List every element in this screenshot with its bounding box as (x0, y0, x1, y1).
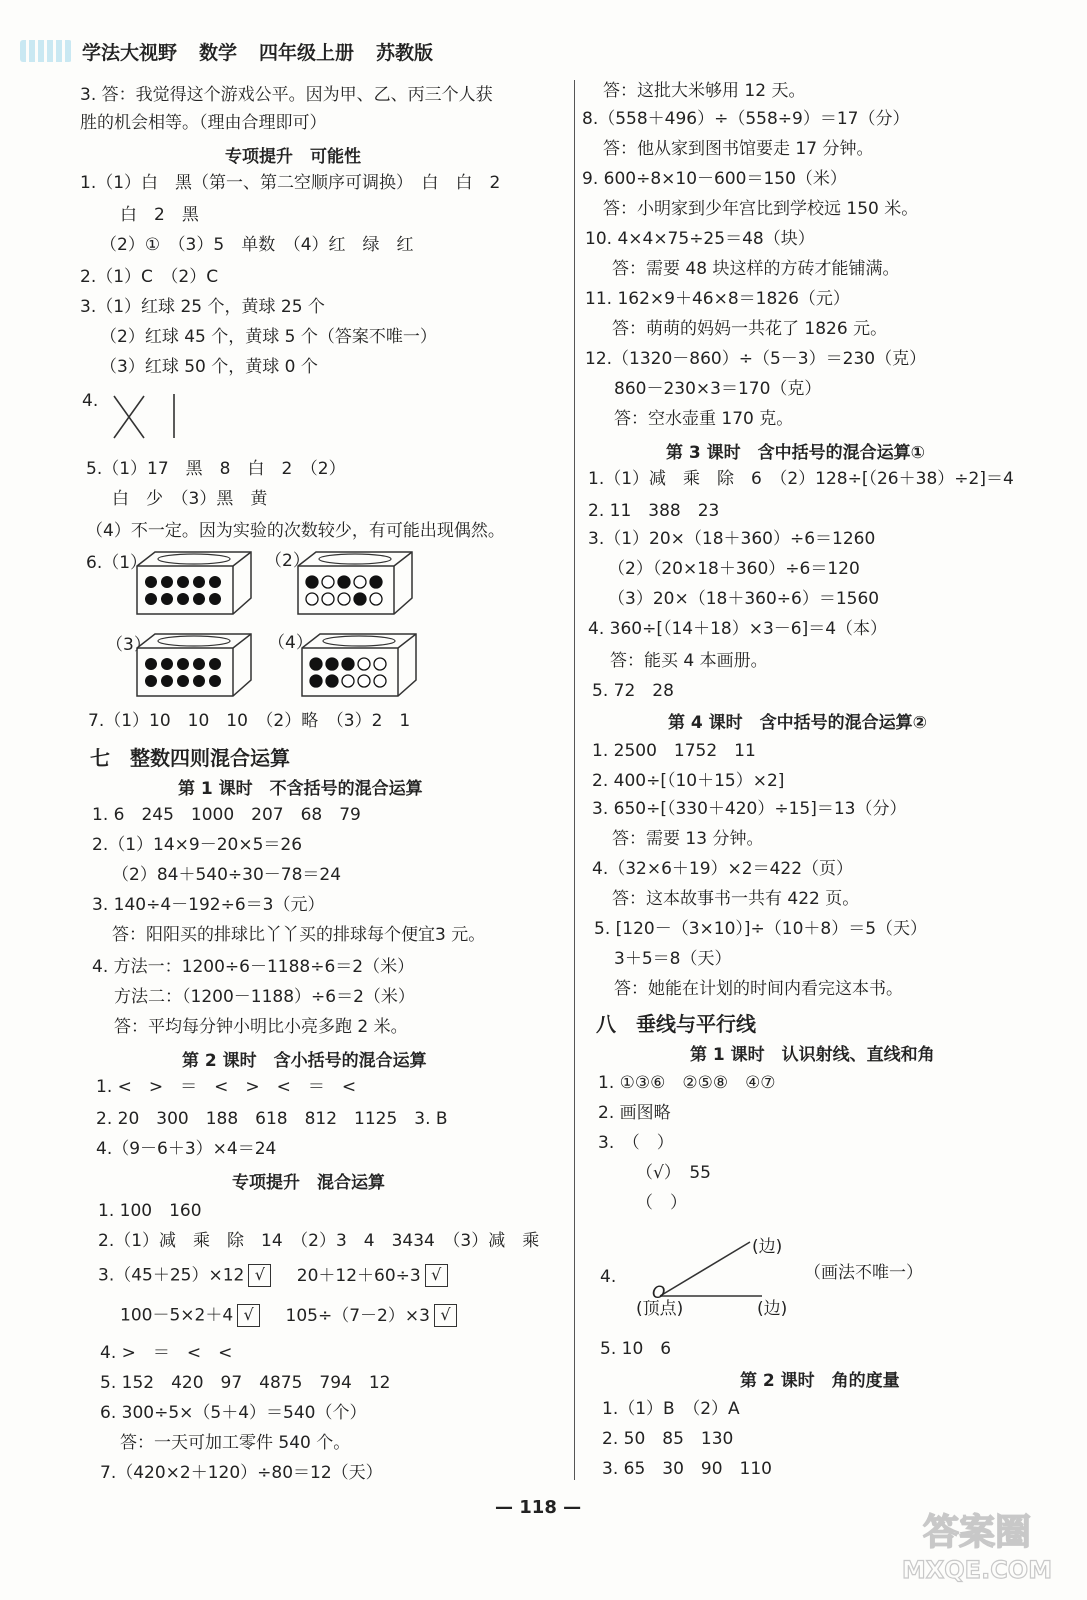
answer-line: 860－230×3＝170（克） (614, 379, 822, 399)
ball-box-3 (135, 628, 255, 700)
watermark-logo-icon (887, 1496, 1067, 1586)
answer-line: 答：这本故事书一共有 422 页。 (612, 889, 860, 909)
answer-line: 11. 162×9＋46×8＝1826（元） (585, 289, 850, 309)
answer-line: 1. 100 160 (98, 1201, 202, 1221)
answer-line: 5. 10 6 (600, 1339, 672, 1359)
section-title: 第 2 课时 含小括号的混合运算 (182, 1051, 427, 1071)
column-divider (574, 80, 575, 1480)
chapter-title: 七 整数四则混合运算 (90, 746, 290, 770)
header-grade: 四年级上册 (259, 41, 355, 64)
angle-side-label: (边) (757, 1299, 788, 1319)
section-title: 专项提升 可能性 (225, 147, 361, 167)
answer-line: 4. (600, 1267, 617, 1287)
answer-line: 8.（558＋496）÷（558÷9）＝17（分） (582, 109, 910, 129)
answer-line: 答：一天可加工零件 540 个。 (120, 1433, 351, 1453)
answer-line: 答：空水壶重 170 克。 (614, 409, 794, 429)
answer-line: 答：她能在计划的时间内看完这本书。 (614, 979, 903, 999)
answer-line (120, 1304, 457, 1327)
answer-line: 2. 50 85 130 (602, 1429, 734, 1449)
header-series: 学法大视野 (82, 41, 178, 64)
answer-line: 3. 65 30 90 110 (602, 1459, 772, 1479)
section-title: 第 4 课时 含中括号的混合运算② (668, 713, 928, 733)
angle-vertex-label: (顶点) (636, 1299, 684, 1319)
answer-line: （2）（20×18＋360）÷6＝120 (608, 559, 860, 579)
ball-box-1 (135, 546, 255, 618)
answer-line: 6. 300÷5×（5＋4）＝540（个） (100, 1403, 367, 1423)
angle-note: （画法不唯一） (804, 1263, 923, 1283)
answer-line: 2.（1）C （2）C (80, 267, 219, 287)
q6-label-3: （3） (106, 635, 151, 655)
answer-line: 9. 600÷8×10－600＝150（米） (582, 169, 847, 189)
answer-line: （3）20×（18＋360÷6）＝1560 (608, 589, 880, 609)
answer-line: 4. 360÷[（14＋18）×3－6]＝4（本） (588, 619, 888, 639)
page-number: — 118 — (495, 1497, 582, 1518)
answer-line: 1. 6 245 1000 207 68 79 (92, 805, 361, 825)
answer-line: （2）84＋540÷30－78＝24 (112, 865, 342, 885)
answer-line: 3＋5＝8（天） (614, 949, 732, 969)
svg-text:MXQE.COM: MXQE.COM (901, 1556, 1053, 1584)
answer-line: 答：需要 13 分钟。 (612, 829, 764, 849)
answer-line: 3. 140÷4－192÷6＝3（元） (92, 895, 325, 915)
angle-vertex-letter: O (652, 1283, 666, 1303)
answer-line: 1. < > ＝ < > < ＝ < (96, 1077, 357, 1097)
answer-line: 3. 答：我觉得这个游戏公平。因为甲、乙、丙三个人获 (80, 85, 493, 105)
answer-line: （√） 55 (636, 1163, 711, 1183)
answer-line: 1. ①③⑥ ②⑤⑧ ④⑦ (598, 1073, 776, 1093)
answer-line: （3）红球 50 个，黄球 0 个 (100, 357, 318, 377)
answer-line: 7.（1）10 10 10 （2）略 （3）2 1 (88, 711, 411, 731)
header-edition: 苏教版 (376, 41, 434, 64)
answer-line: 答：需要 48 块这样的方砖才能铺满。 (612, 259, 900, 279)
answer-line: 2.（1）减 乘 除 14 （2）3 4 3434 （3）减 乘 (98, 1231, 540, 1251)
answer-line: 答：这批大米够用 12 天。 (603, 81, 806, 101)
answer-line: 胜的机会相等。（理由合理即可） (80, 113, 327, 133)
section-title: 第 2 课时 角的度量 (740, 1371, 900, 1391)
expression: 3.（45＋25）×12 (98, 1265, 245, 1286)
answer-line: 4.（32×6＋19）×2＝422（页） (592, 859, 854, 879)
answer-line: 2. 11 388 23 (588, 501, 720, 521)
answer-line: 3.（1）红球 25 个，黄球 25 个 (80, 297, 325, 317)
answer-line: 5. [120－（3×10）]÷（10＋8）＝5（天） (594, 919, 928, 939)
section-title: 第 3 课时 含中括号的混合运算① (666, 443, 926, 463)
answer-line: 2. 400÷[（10＋15）×2] (592, 771, 785, 791)
answer-line: 1.（1）白 黑（第一、第二空顺序可调换） 白 白 2 (80, 173, 501, 193)
answer-line: 答：平均每分钟小明比小亮多跑 2 米。 (114, 1017, 408, 1037)
answer-line: 答：阳阳买的排球比丫丫买的排球每个便宜3 元。 (112, 925, 486, 945)
answer-line: （2）① （3）5 单数 （4）红 绿 红 (100, 235, 414, 255)
section-title: 专项提升 混合运算 (232, 1173, 385, 1193)
answer-line: 4.（9－6＋3）×4＝24 (96, 1139, 277, 1159)
answer-line: 4. 方法一：1200÷6－1188÷6＝2（米） (92, 957, 415, 977)
check-box: √ (425, 1264, 448, 1287)
answer-line: 白 少 （3）黑 黄 (112, 489, 268, 509)
answer-line: 方法二：（1200－1188）÷6＝2（米） (114, 987, 415, 1007)
q6-label-4: （4） (268, 633, 313, 653)
answer-line (98, 1264, 448, 1287)
answer-line: 答：能买 4 本画册。 (610, 651, 768, 671)
header-subject: 数学 (199, 41, 238, 64)
answer-line: 2. 画图略 (598, 1103, 671, 1123)
answer-line: 10. 4×4×75÷25＝48（块） (585, 229, 815, 249)
running-header (20, 36, 455, 66)
answer-line: 5.（1）17 黑 8 白 2 （2） (86, 459, 346, 479)
expression: 105÷（7－2）×3 (285, 1305, 430, 1326)
section-title: 第 1 课时 不含括号的混合运算 (178, 779, 423, 799)
check-box: √ (237, 1304, 260, 1327)
section-title: 第 1 课时 认识射线、直线和角 (690, 1045, 935, 1065)
answer-line: 7.（420×2＋120）÷80＝12（天） (100, 1463, 383, 1483)
svg-text:答案圈: 答案圈 (922, 1512, 1032, 1553)
answer-line: 答：他从家到图书馆要走 17 分钟。 (603, 139, 874, 159)
answer-line: 4. > ＝ < < (100, 1343, 233, 1363)
cross-and-line-figure (108, 392, 188, 442)
answer-line: 12.（1320－860）÷（5－3）＝230（克） (585, 349, 927, 369)
check-box: √ (248, 1264, 271, 1287)
answer-line: 答：小明家到少年宫比到学校远 150 米。 (603, 199, 919, 219)
answer-line: 4. (82, 391, 99, 411)
answer-line: 2. 20 300 188 618 812 1125 3. B (96, 1109, 448, 1129)
angle-side-label: (边) (752, 1237, 783, 1257)
check-box: √ (434, 1304, 457, 1327)
chapter-title: 八 垂线与平行线 (596, 1012, 756, 1036)
answer-line: （2）红球 45 个，黄球 5 个（答案不唯一） (100, 327, 437, 347)
answer-line: （ ） (636, 1193, 687, 1213)
answer-line: 1. 2500 1752 11 (592, 741, 756, 761)
answer-line: 3. 650÷[（330＋420）÷15]＝13（分） (592, 799, 907, 819)
answer-line: 答：萌萌的妈妈一共花了 1826 元。 (612, 319, 888, 339)
answer-line: 5. 72 28 (592, 681, 674, 701)
ball-box-2 (296, 546, 416, 618)
header-logo-icon (20, 40, 72, 62)
answer-line: 2.（1）14×9－20×5＝26 (92, 835, 303, 855)
answer-line: 5. 152 420 97 4875 794 12 (100, 1373, 391, 1393)
answer-line: 白 2 黑 (120, 205, 199, 225)
q6-label-1: 6.（1） (86, 553, 148, 573)
expression: 20＋12＋60÷3 (296, 1265, 421, 1286)
ball-box-4 (300, 628, 420, 700)
q6-label-2: （2） (265, 551, 310, 571)
answer-line: 1.（1）B （2）A (602, 1399, 740, 1419)
expression: 100－5×2＋4 (120, 1305, 234, 1326)
answer-line: （4）不一定。因为实验的次数较少，有可能出现偶然。 (86, 521, 505, 541)
answer-line: 1.（1）减 乘 除 6 （2）128÷[（26＋38）÷2]＝4 (588, 469, 1014, 489)
answer-line: 3.（1）20×（18＋360）÷6＝1260 (588, 529, 876, 549)
answer-line: 3. （ ） (598, 1133, 674, 1153)
